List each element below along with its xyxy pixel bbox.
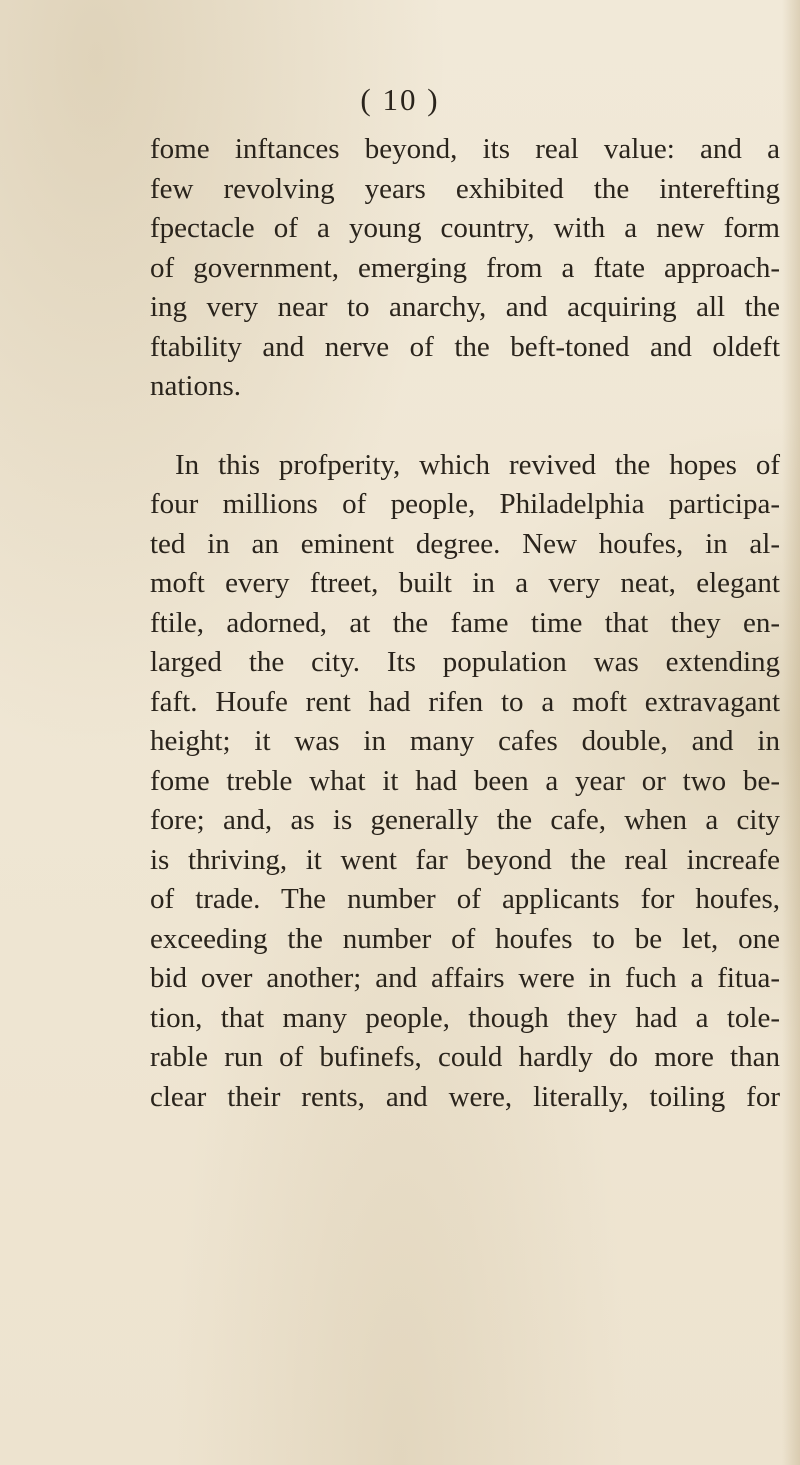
text-line: is thriving, it went far beyond the real increafe [150, 843, 780, 876]
text-line: In this profperity, which revived the hopes of [175, 448, 780, 481]
text-line: ing very near to anarchy, and acquiring all the [150, 291, 780, 323]
text-line: four millions of people, Philadelphia participa- [150, 488, 780, 520]
paragraph-2 [150, 446, 780, 1118]
page-number: ( 10 ) [360, 82, 440, 117]
text-line: fpectacle of a young country, with a new form [150, 212, 780, 244]
text-line: faft. Houfe rent had rifen to a moft extravagant [150, 685, 780, 718]
text-line: fore; and, as is generally the cafe, when a city [150, 804, 780, 836]
text-line: ftile, adorned, at the fame time that they en- [150, 606, 780, 639]
text-line: bid over another; and affairs were in fuch a fitua- [150, 962, 780, 994]
paragraph-gap [150, 407, 780, 446]
text-line: of trade. The number of applicants for houfes, [150, 883, 780, 915]
text-line: tion, that many people, though they had a tole- [150, 1001, 780, 1034]
text-line: fome treble what it had been a year or two be- [150, 764, 780, 797]
text-line: moft every ftreet, built in a very neat, elegant [150, 567, 780, 599]
paragraph-1 [150, 130, 780, 407]
body-text [150, 130, 780, 1117]
text-line: fome inftances beyond, its real value: and a [150, 133, 780, 165]
text-line: ted in an eminent degree. New houfes, in al- [150, 527, 780, 560]
text-line: rable run of bufinefs, could hardly do more than [150, 1041, 780, 1073]
text-line: few revolving years exhibited the interefting [150, 172, 780, 205]
text-line: exceeding the number of houfes to be let, one [150, 922, 780, 955]
text-line: height; it was in many cafes double, and in [150, 725, 780, 757]
text-line: clear their rents, and were, literally, toiling for [150, 1080, 780, 1113]
text-line: larged the city. Its population was extending [150, 646, 780, 678]
page-edge-shadow [782, 0, 800, 1465]
text-line: ftability and nerve of the beft-toned and oldeft [150, 330, 780, 363]
text-line: nations. [150, 370, 242, 402]
text-line: of government, emerging from a ftate approach- [150, 251, 780, 284]
